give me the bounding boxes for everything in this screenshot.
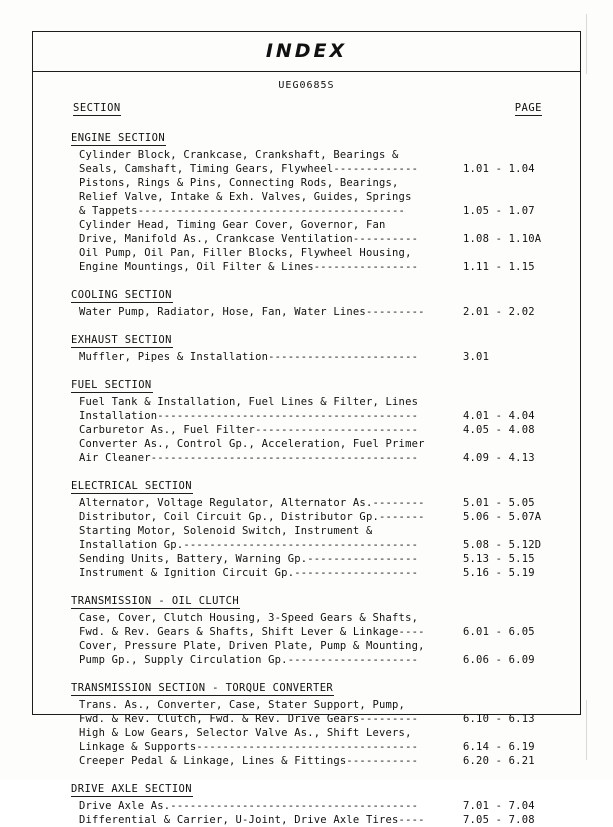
index-section bbox=[43, 328, 570, 364]
row-description: Differential & Carrier, U-Joint, Drive Axle Tires---- bbox=[79, 814, 425, 826]
index-row bbox=[43, 538, 570, 552]
row-page-range: 7.01 - 7.04 bbox=[463, 800, 535, 812]
row-description: Air Cleaner----------------------------------------- bbox=[79, 452, 419, 464]
index-row bbox=[43, 799, 570, 813]
index-frame bbox=[32, 31, 581, 826]
index-row bbox=[43, 218, 570, 232]
section-rows bbox=[43, 611, 570, 667]
row-description: Cover, Pressure Plate, Driven Plate, Pump & Mounting, bbox=[79, 640, 425, 652]
row-description: Trans. As., Converter, Case, Stater Support, Pump, bbox=[79, 699, 406, 711]
index-row bbox=[43, 395, 570, 409]
index-row bbox=[43, 451, 570, 465]
section-heading: ELECTRICAL SECTION bbox=[71, 480, 192, 492]
row-description: Drive Axle As.-------------------------------------- bbox=[79, 800, 419, 812]
row-description: Water Pump, Radiator, Hose, Fan, Water Lines--------- bbox=[79, 306, 425, 318]
row-description: Pistons, Rings & Pins, Connecting Rods, Bearings, bbox=[79, 177, 399, 189]
index-row bbox=[43, 726, 570, 740]
section-heading: DRIVE AXLE SECTION bbox=[71, 783, 192, 795]
row-page-range: 5.01 - 5.05 bbox=[463, 497, 535, 509]
scan-edge-mark-top bbox=[586, 14, 587, 74]
section-rows bbox=[43, 698, 570, 768]
row-page-range: 1.11 - 1.15 bbox=[463, 261, 535, 273]
row-page-range: 6.01 - 6.05 bbox=[463, 626, 535, 638]
row-page-range: 7.05 - 7.08 bbox=[463, 814, 535, 826]
row-description: Sending Units, Battery, Warning Gp.----------------- bbox=[79, 553, 419, 565]
scan-edge-mark-bottom bbox=[586, 700, 587, 760]
row-description: High & Low Gears, Selector Valve As., Shift Levers, bbox=[79, 727, 412, 739]
row-page-range: 3.01 bbox=[463, 351, 490, 363]
section-heading: COOLING SECTION bbox=[71, 289, 172, 301]
index-row bbox=[43, 409, 570, 423]
row-page-range: 4.01 - 4.04 bbox=[463, 410, 535, 422]
column-header-section: SECTION bbox=[73, 102, 121, 114]
row-description: Installation---------------------------------------- bbox=[79, 410, 419, 422]
row-page-range: 1.08 - 1.10A bbox=[463, 233, 542, 245]
row-page-range: 6.06 - 6.09 bbox=[463, 654, 535, 666]
row-description: Cylinder Block, Crankcase, Crankshaft, Bearings & bbox=[79, 149, 399, 161]
index-row bbox=[43, 232, 570, 246]
index-row bbox=[43, 625, 570, 639]
row-description: Case, Cover, Clutch Housing, 3-Speed Gears & Shafts, bbox=[79, 612, 419, 624]
index-row bbox=[43, 148, 570, 162]
page-title: INDEX bbox=[265, 40, 348, 62]
row-description: Muffler, Pipes & Installation----------------------- bbox=[79, 351, 419, 363]
row-page-range: 1.01 - 1.04 bbox=[463, 163, 535, 175]
index-row bbox=[43, 524, 570, 538]
index-section bbox=[43, 589, 570, 667]
index-row bbox=[43, 176, 570, 190]
row-description: Fwd. & Rev. Clutch, Fwd. & Rev. Drive Gears--------- bbox=[79, 713, 419, 725]
row-page-range: 1.05 - 1.07 bbox=[463, 205, 535, 217]
row-page-range: 5.08 - 5.12D bbox=[463, 539, 542, 551]
index-row bbox=[43, 350, 570, 364]
row-description: Converter As., Control Gp., Acceleration, Fuel Primer bbox=[79, 438, 425, 450]
column-headers bbox=[43, 102, 568, 116]
section-heading: EXHAUST SECTION bbox=[71, 334, 172, 346]
row-description: Starting Motor, Solenoid Switch, Instrument & bbox=[79, 525, 373, 537]
row-description: Creeper Pedal & Linkage, Lines & Fittings----------- bbox=[79, 755, 419, 767]
row-page-range: 5.06 - 5.07A bbox=[463, 511, 542, 523]
index-row bbox=[43, 305, 570, 319]
section-rows bbox=[43, 148, 570, 274]
row-description: Relief Valve, Intake & Exh. Valves, Guides, Springs bbox=[79, 191, 412, 203]
index-row bbox=[43, 639, 570, 653]
row-description: Pump Gp., Supply Circulation Gp.-------------------- bbox=[79, 654, 419, 666]
row-page-range: 5.13 - 5.15 bbox=[463, 553, 535, 565]
row-description: Fwd. & Rev. Gears & Shafts, Shift Lever & Linkage---- bbox=[79, 626, 425, 638]
index-row bbox=[43, 813, 570, 827]
row-description: Linkage & Supports---------------------------------- bbox=[79, 741, 419, 753]
row-page-range: 5.16 - 5.19 bbox=[463, 567, 535, 579]
row-description: Oil Pump, Oil Pan, Filler Blocks, Flywheel Housing, bbox=[79, 247, 412, 259]
row-description: Installation Gp.------------------------------------ bbox=[79, 539, 419, 551]
row-description: Alternator, Voltage Regulator, Alternator As.-------- bbox=[79, 497, 425, 509]
section-rows bbox=[43, 350, 570, 364]
index-row bbox=[43, 510, 570, 524]
index-row bbox=[43, 496, 570, 510]
index-row bbox=[43, 653, 570, 667]
index-section bbox=[43, 474, 570, 580]
index-row bbox=[43, 566, 570, 580]
row-page-range: 4.09 - 4.13 bbox=[463, 452, 535, 464]
section-rows bbox=[43, 305, 570, 319]
section-heading: ENGINE SECTION bbox=[71, 132, 166, 144]
index-section bbox=[43, 373, 570, 465]
section-heading: TRANSMISSION SECTION - TORQUE CONVERTER bbox=[71, 682, 334, 694]
index-section bbox=[43, 777, 570, 827]
index-row bbox=[43, 190, 570, 204]
index-row bbox=[43, 754, 570, 768]
section-rows bbox=[43, 496, 570, 580]
index-row bbox=[43, 437, 570, 451]
document-code: UEG0685S bbox=[278, 80, 335, 91]
index-row bbox=[43, 712, 570, 726]
row-page-range: 6.20 - 6.21 bbox=[463, 755, 535, 767]
row-page-range: 2.01 - 2.02 bbox=[463, 306, 535, 318]
section-rows bbox=[43, 799, 570, 827]
row-description: Cylinder Head, Timing Gear Cover, Governor, Fan bbox=[79, 219, 386, 231]
row-description: Instrument & Ignition Circuit Gp.------------------- bbox=[79, 567, 419, 579]
row-description: Fuel Tank & Installation, Fuel Lines & Filter, Lines bbox=[79, 396, 419, 408]
row-description: Drive, Manifold As., Crankcase Ventilation---------- bbox=[79, 233, 419, 245]
index-section bbox=[43, 676, 570, 768]
title-divider bbox=[33, 71, 580, 72]
section-rows bbox=[43, 395, 570, 465]
index-row bbox=[43, 740, 570, 754]
row-page-range: 4.05 - 4.08 bbox=[463, 424, 535, 436]
index-row bbox=[43, 162, 570, 176]
index-row bbox=[43, 698, 570, 712]
row-description: Carburetor As., Fuel Filter------------------------- bbox=[79, 424, 419, 436]
index-body bbox=[43, 126, 570, 826]
index-section bbox=[43, 283, 570, 319]
index-row bbox=[43, 260, 570, 274]
row-description: Seals, Camshaft, Timing Gears, Flywheel------------- bbox=[79, 163, 419, 175]
row-description: Distributor, Coil Circuit Gp., Distributor Gp.------- bbox=[79, 511, 425, 523]
row-description: Engine Mountings, Oil Filter & Lines---------------- bbox=[79, 261, 419, 273]
section-heading: TRANSMISSION - OIL CLUTCH bbox=[71, 595, 240, 607]
row-page-range: 6.14 - 6.19 bbox=[463, 741, 535, 753]
row-description: & Tappets----------------------------------------- bbox=[79, 205, 406, 217]
row-page-range: 6.10 - 6.13 bbox=[463, 713, 535, 725]
index-section bbox=[43, 126, 570, 274]
index-row bbox=[43, 423, 570, 437]
index-row bbox=[43, 611, 570, 625]
column-header-page: PAGE bbox=[514, 102, 542, 114]
index-row bbox=[43, 246, 570, 260]
index-row bbox=[43, 204, 570, 218]
section-heading: FUEL SECTION bbox=[71, 379, 152, 391]
index-row bbox=[43, 552, 570, 566]
